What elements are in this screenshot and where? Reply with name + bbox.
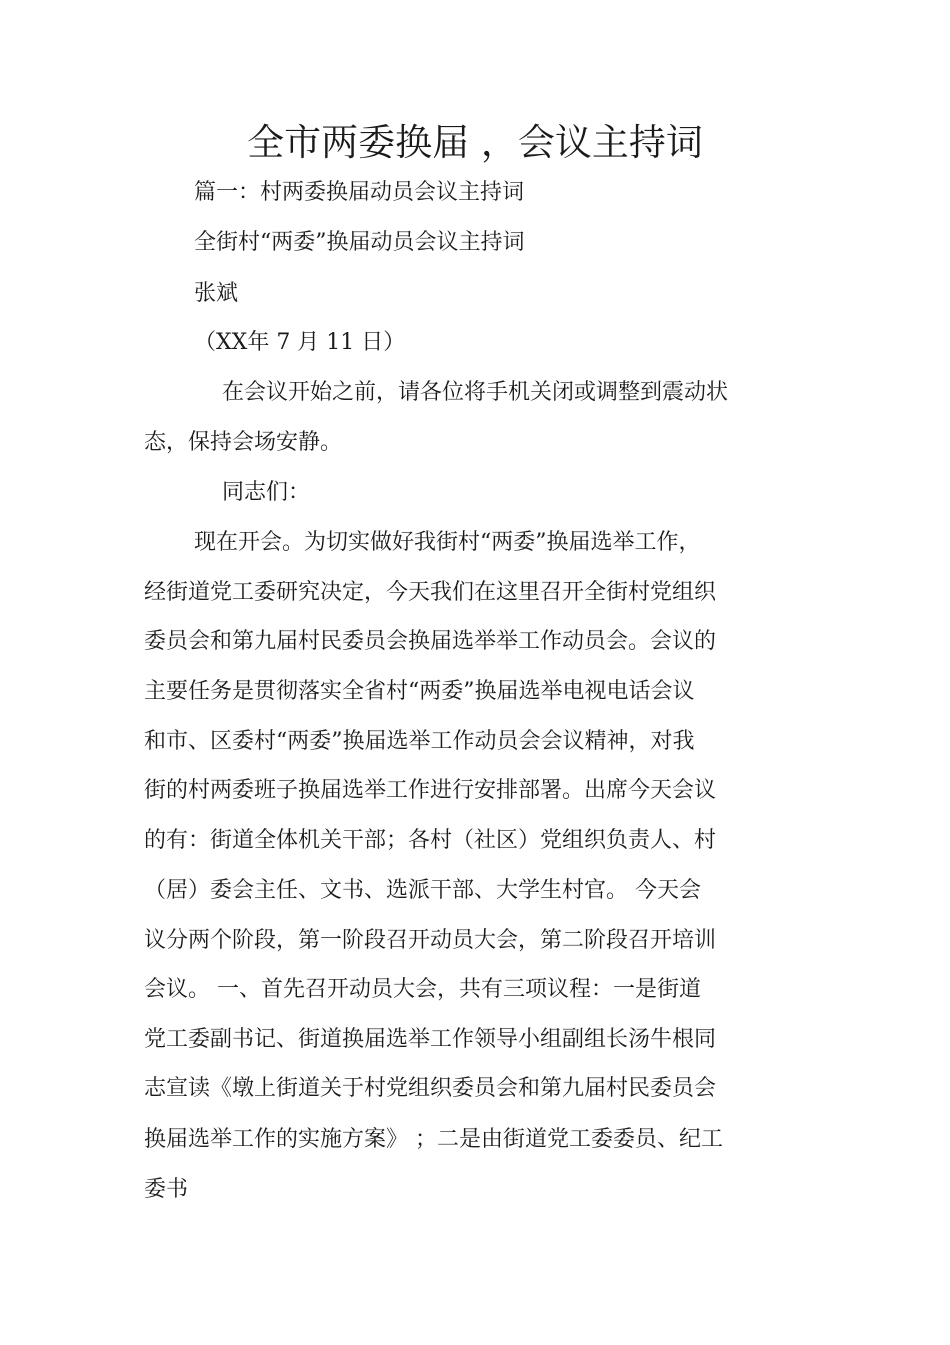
text-line: 全街村“两委”换届动员会议主持词 [194,230,525,255]
text-line: 在会议开始之前，请各位将手机关闭或调整到震动状 [222,380,729,405]
text-line: 志宣读《墩上街道关于村党组织委员会和第九届村民委员会 [144,1076,717,1101]
text-line: 委书 [144,1177,189,1202]
text-line: 篇一：村两委换届动员会议主持词 [194,180,525,205]
text-line: 和市、区委村“两委”换届选举工作动员会会议精神，对我 [144,729,695,754]
document-title: 全市两委换届 ，会议主持词 [247,121,703,164]
text-line: 议分两个阶段，第一阶段召开动员大会，第二阶段召开培训 [144,928,717,953]
text-line: 的有：街道全体机关干部；各村（社区）党组织负责人、村 [144,828,717,853]
text-line: （XX年 7 月 11 日） [194,330,406,355]
text-line: 同志们： [222,480,311,505]
text-line: 委员会和第九届村民委员会换届选举举工作动员会。会议的 [144,629,717,654]
text-line: 态，保持会场安静。 [144,430,343,455]
text-line: 党工委副书记、街道换届选举工作领导小组副组长汤牛根同 [144,1027,717,1052]
text-line: 经街道党工委研究决定，今天我们在这里召开全街村党组织 [144,580,717,605]
text-line: 现在开会。为切实做好我街村“两委”换届选举工作， [194,530,701,555]
text-line: 会议。 一、首先召开动员大会，共有三项议程：一是街道 [144,977,701,1002]
text-line: （居）委会主任、文书、选派干部、大学生村官。 今天会 [144,878,701,903]
text-line: 换届选举工作的实施方案》 ；二是由街道党工委委员、纪工 [144,1127,723,1152]
text-line: 主要任务是贯彻落实全省村“两委”换届选举电视电话会议 [144,679,695,704]
text-line: 街的村两委班子换届选举工作进行安排部署。出席今天会议 [144,778,717,803]
text-line: 张斌 [194,281,239,306]
